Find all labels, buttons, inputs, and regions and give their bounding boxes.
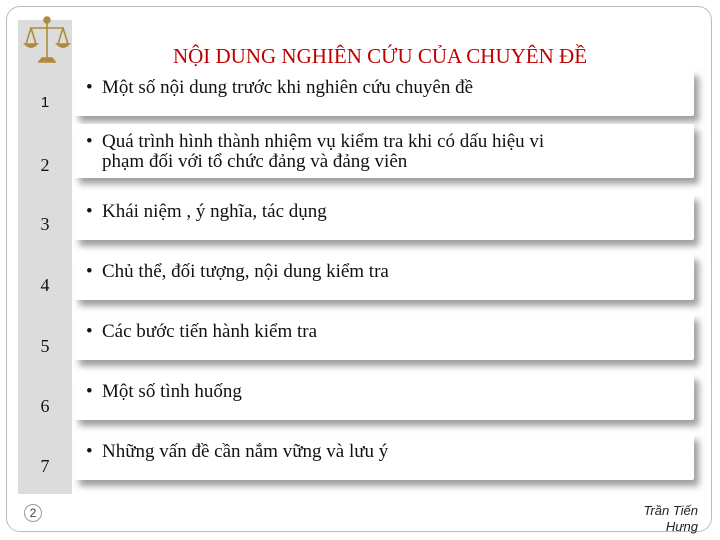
item-text: Một số tình huống: [102, 381, 242, 402]
item-text: Các bước tiến hành kiểm tra: [102, 321, 318, 342]
list-item: [74, 434, 694, 480]
item-text: Những vấn đề cần nắm vững và lưu ý: [102, 441, 389, 462]
number-sidebar: [18, 20, 72, 494]
bullet: •: [86, 321, 93, 342]
list-item: [74, 70, 694, 116]
bullet: •: [86, 441, 93, 462]
item-number: 1: [40, 94, 50, 111]
bullet: •: [86, 261, 93, 282]
slide-title: NỘI DUNG NGHIÊN CỨU CỦA CHUYÊN ĐỀ: [172, 44, 588, 68]
author-name: [618, 503, 698, 535]
item-number: 7: [40, 456, 50, 476]
item-number: 5: [40, 336, 50, 356]
item-text-line2: phạm đối với tổ chức đảng và đảng viên: [102, 151, 408, 172]
item-text: Một số nội dung trước khi nghiên cứu chuyên đề: [102, 77, 474, 98]
list-item: [74, 194, 694, 240]
item-text: Chủ thể, đối tượng, nội dung kiểm tra: [102, 261, 389, 282]
item-number: 3: [40, 214, 50, 234]
list-item: [74, 254, 694, 300]
item-text-line1: Quá trình hình thành nhiệm vụ kiểm tra khi có dấu hiệu vi: [102, 131, 545, 152]
item-number: 4: [40, 275, 50, 295]
list-item: [74, 374, 694, 420]
list-item: [74, 314, 694, 360]
item-number: 2: [40, 155, 50, 175]
list-item: [74, 124, 694, 178]
bullet: •: [86, 77, 93, 98]
item-text: Khái niệm , ý nghĩa, tác dụng: [102, 201, 327, 222]
bullet: •: [86, 381, 93, 402]
page-number: 2: [24, 504, 42, 522]
author-line1: Trần Tiến: [643, 503, 698, 518]
item-number: 6: [40, 396, 50, 416]
bullet: •: [86, 131, 93, 152]
author-line2: Hưng: [665, 519, 698, 534]
bullet: •: [86, 201, 93, 222]
